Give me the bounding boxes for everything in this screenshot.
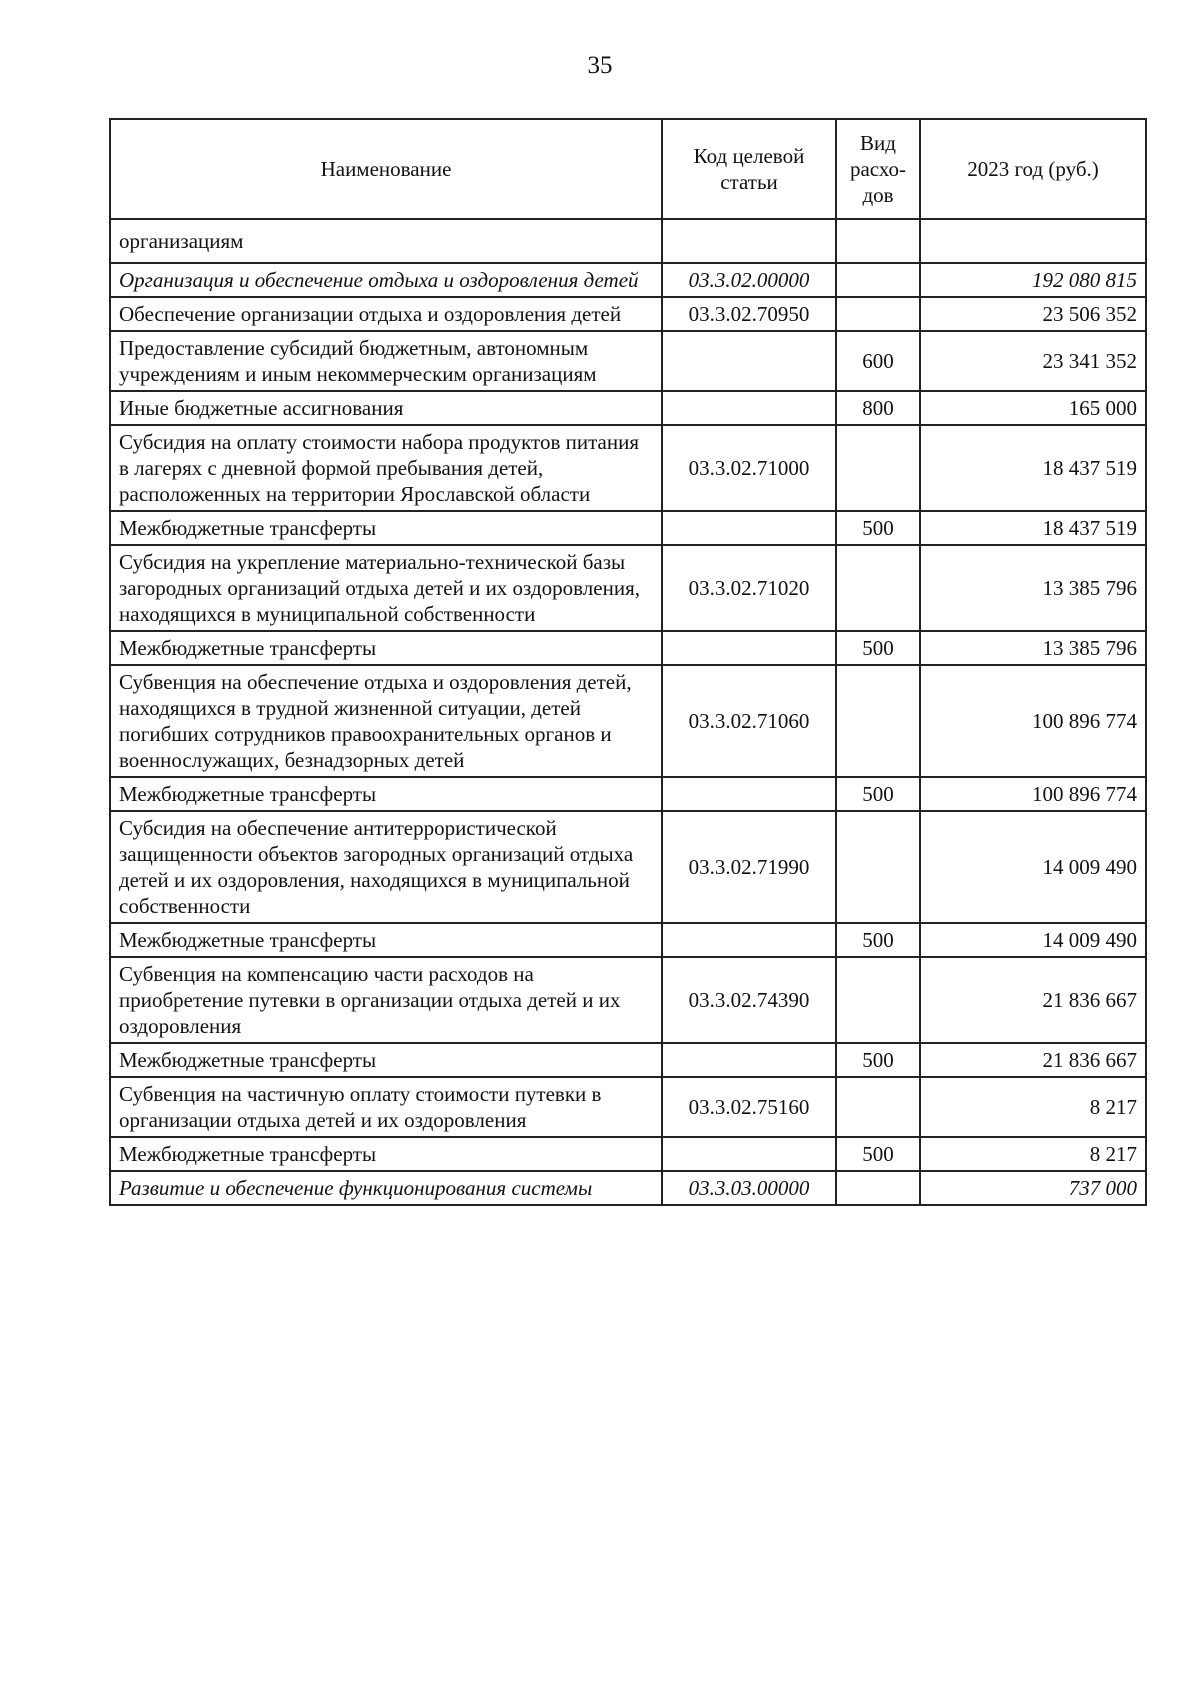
name-cell: Межбюджетные трансферты — [110, 1043, 662, 1077]
table-row — [110, 545, 1146, 631]
table-row — [110, 1171, 1146, 1205]
amount-cell: 14 009 490 — [920, 811, 1146, 923]
name-cell: Организация и обеспечение отдыха и оздоровления детей — [110, 263, 662, 297]
code-cell: 03.3.02.70950 — [662, 297, 836, 331]
amount-cell: 737 000 — [920, 1171, 1146, 1205]
amount-cell: 18 437 519 — [920, 425, 1146, 511]
name-cell: организациям — [110, 219, 662, 263]
header-name: Наименование — [110, 119, 662, 219]
code-cell — [662, 631, 836, 665]
kind-cell — [836, 263, 920, 297]
table-row — [110, 219, 1146, 263]
table-row — [110, 391, 1146, 425]
table-row — [110, 665, 1146, 777]
amount-cell: 14 009 490 — [920, 923, 1146, 957]
code-cell — [662, 331, 836, 391]
name-cell: Субсидия на укрепление материально-технической базы загородных организаций отдыха детей и их оздоровления, находящихся в муниципальной собственности — [110, 545, 662, 631]
table-row — [110, 263, 1146, 297]
amount-cell: 23 341 352 — [920, 331, 1146, 391]
budget-table — [109, 118, 1147, 1206]
table-row — [110, 1043, 1146, 1077]
amount-cell: 23 506 352 — [920, 297, 1146, 331]
name-cell: Межбюджетные трансферты — [110, 631, 662, 665]
kind-cell — [836, 545, 920, 631]
kind-cell — [836, 425, 920, 511]
kind-cell: 500 — [836, 1137, 920, 1171]
name-cell: Обеспечение организации отдыха и оздоровления детей — [110, 297, 662, 331]
name-cell: Иные бюджетные ассигнования — [110, 391, 662, 425]
code-cell: 03.3.02.71020 — [662, 545, 836, 631]
name-cell: Межбюджетные трансферты — [110, 777, 662, 811]
amount-cell — [920, 219, 1146, 263]
code-cell: 03.3.02.71060 — [662, 665, 836, 777]
kind-cell: 800 — [836, 391, 920, 425]
code-cell — [662, 511, 836, 545]
name-cell: Межбюджетные трансферты — [110, 1137, 662, 1171]
amount-cell: 8 217 — [920, 1137, 1146, 1171]
code-cell: 03.3.03.00000 — [662, 1171, 836, 1205]
code-cell: 03.3.02.00000 — [662, 263, 836, 297]
table-row — [110, 425, 1146, 511]
table-row — [110, 1077, 1146, 1137]
table-row — [110, 811, 1146, 923]
amount-cell: 165 000 — [920, 391, 1146, 425]
code-cell — [662, 391, 836, 425]
code-cell: 03.3.02.71000 — [662, 425, 836, 511]
name-cell: Межбюджетные трансферты — [110, 923, 662, 957]
table-row — [110, 1137, 1146, 1171]
code-cell — [662, 1137, 836, 1171]
table-header-row — [110, 119, 1146, 219]
kind-cell — [836, 1077, 920, 1137]
table-row — [110, 631, 1146, 665]
table-row — [110, 297, 1146, 331]
name-cell: Субвенция на обеспечение отдыха и оздоровления детей, находящихся в трудной жизненной ситуации, детей погибших сотрудников правоохранительных органов и военнослужащих, безнадзорных детей — [110, 665, 662, 777]
kind-cell — [836, 957, 920, 1043]
table-row — [110, 331, 1146, 391]
kind-cell — [836, 219, 920, 263]
kind-cell — [836, 297, 920, 331]
amount-cell: 8 217 — [920, 1077, 1146, 1137]
table-row — [110, 923, 1146, 957]
code-cell — [662, 1043, 836, 1077]
kind-cell — [836, 1171, 920, 1205]
amount-cell: 100 896 774 — [920, 665, 1146, 777]
kind-cell: 500 — [836, 511, 920, 545]
code-cell — [662, 219, 836, 263]
kind-cell: 500 — [836, 777, 920, 811]
table-body — [110, 219, 1146, 1205]
code-cell: 03.3.02.74390 — [662, 957, 836, 1043]
amount-cell: 13 385 796 — [920, 631, 1146, 665]
amount-cell: 21 836 667 — [920, 957, 1146, 1043]
amount-cell: 21 836 667 — [920, 1043, 1146, 1077]
name-cell: Субвенция на компенсацию части расходов на приобретение путевки в организации отдыха детей и их оздоровления — [110, 957, 662, 1043]
amount-cell: 13 385 796 — [920, 545, 1146, 631]
header-code: Код целевой статьи — [662, 119, 836, 219]
table-row — [110, 777, 1146, 811]
code-cell: 03.3.02.75160 — [662, 1077, 836, 1137]
header-kind: Вид расхо-дов — [836, 119, 920, 219]
name-cell: Субсидия на обеспечение антитеррористической защищенности объектов загородных организаций отдыха детей и их оздоровления, находящихся в муниципальной собственности — [110, 811, 662, 923]
name-cell: Субсидия на оплату стоимости набора продуктов питания в лагерях с дневной формой пребывания детей, расположенных на территории Ярославской области — [110, 425, 662, 511]
kind-cell — [836, 811, 920, 923]
name-cell: Развитие и обеспечение функционирования системы — [110, 1171, 662, 1205]
code-cell: 03.3.02.71990 — [662, 811, 836, 923]
name-cell: Предоставление субсидий бюджетным, автономным учреждениям и иным некоммерческим организациям — [110, 331, 662, 391]
header-amount: 2023 год (руб.) — [920, 119, 1146, 219]
kind-cell: 600 — [836, 331, 920, 391]
table-row — [110, 957, 1146, 1043]
name-cell: Межбюджетные трансферты — [110, 511, 662, 545]
kind-cell: 500 — [836, 1043, 920, 1077]
amount-cell: 100 896 774 — [920, 777, 1146, 811]
kind-cell — [836, 665, 920, 777]
table-row — [110, 511, 1146, 545]
page-number: 35 — [587, 52, 613, 79]
code-cell — [662, 923, 836, 957]
amount-cell: 18 437 519 — [920, 511, 1146, 545]
kind-cell: 500 — [836, 923, 920, 957]
name-cell: Субвенция на частичную оплату стоимости путевки в организации отдыха детей и их оздоровления — [110, 1077, 662, 1137]
amount-cell: 192 080 815 — [920, 263, 1146, 297]
kind-cell: 500 — [836, 631, 920, 665]
code-cell — [662, 777, 836, 811]
